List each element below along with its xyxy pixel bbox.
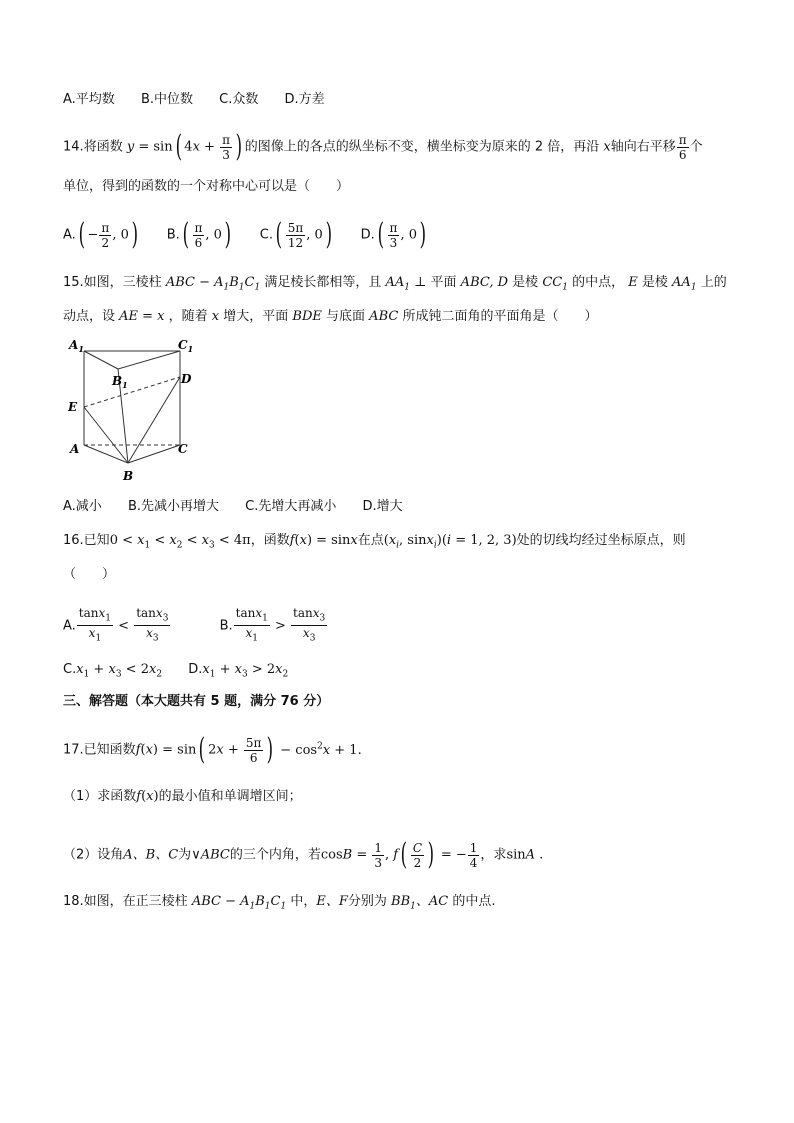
label-c1: $C_1$ [178,338,194,354]
label-d: D [181,372,192,386]
q15-options: A.减小 B.先减小再增大 C.先增大再减小 D.增大 [63,499,403,514]
section-title: 三、解答题（本大题共有 5 题，满分 76 分） [63,694,330,709]
q16-options-cd: $C.x_1 + x_3 < 2x_2$ $D.x_1 + x_3 > 2x_2$ [63,662,289,680]
q16-stem-cont: （ ） [63,567,116,582]
q13-option-a: A.平均数 [63,92,115,107]
q13-option-d: D.方差 [284,92,325,107]
q17-part1: （1）求函数f(x)的最小值和单调增区间； [63,789,302,804]
label-b: B [123,469,134,483]
q13-options [63,90,325,110]
q17-part2: （2）设角A、B、C为∨ABC的三个内角，若cosB = $\frac{1}{3}$ , f( $\frac{C}{2}$ ) = − $\frac{1}{4}$ ，求sinA . [63,837,544,872]
q14-options: A.( − $\frac{\pi}{2}$ , 0) B.( $\frac{\pi}{6}$ , 0) C.( $\frac{5\pi}{12}$ , 0) D.( $\frac{\pi}{3}$ , 0) [63,217,427,252]
q17-stem: 17.已知函数f(x) = sin( 2x + $\frac{5\pi}{6}$ ) − $\cos^2x + 1$. [63,732,362,767]
label-b1: $B_1$ [112,374,128,390]
q18-stem: 18.如图，在正三棱柱 ABC − $A_1B_1C_1$ 中，E、F分别为 $BB_1$、AC 的中点. [63,894,496,912]
label-a: A [70,442,80,456]
q14-stem-cont: 单位，得到的函数的一个对称中心可以是（ ） [63,179,350,194]
q13-option-c: C.众数 [219,92,259,107]
label-c: C [178,442,188,456]
prism-figure [60,335,200,487]
q16-stem: 16.已知$0 < x_1 < x_2 < x_3 < 4\pi$，函数f(x) = sinx在点($x_i$, sinx$_i$)(i = 1, 2, 3)处的切线均经过坐标原点，则 [63,533,686,551]
label-a1: $A_1$ [69,338,84,354]
q15-stem: 15.如图，三棱柱 ABC − $A_1B_1C_1$ 满足棱长都相等，且 $AA_1$ ⊥ 平面 ABC, D 是棱 $CC_1$ 的中点， E 是棱 $AA_1$ 上的 [63,275,727,293]
q13-option-b: B.中位数 [140,92,194,107]
q14-stem: 14.将函数 y = sin( 4x + $\frac{\pi}{3}$ ) 的图像上的各点的纵坐标不变，横坐标变为原来的 2 倍，再沿 x轴向右平移 $\frac{\pi}{6}$ 个 [63,129,703,164]
q15-stem-cont: 动点，设 AE = x ，随着 x 增大，平面 BDE 与底面 ABC 所成钝二面角的平面角是（ ） [63,309,598,324]
q16-options-ab: A. $\frac{\tan x_1}{x_1}$ < $\frac{\tan x_3}{x_3}$ B. $\frac{\tan x_1}{x_1}$ > $\frac{\tan x_3}{x_3}$ [63,606,326,644]
label-e: E [68,400,78,414]
